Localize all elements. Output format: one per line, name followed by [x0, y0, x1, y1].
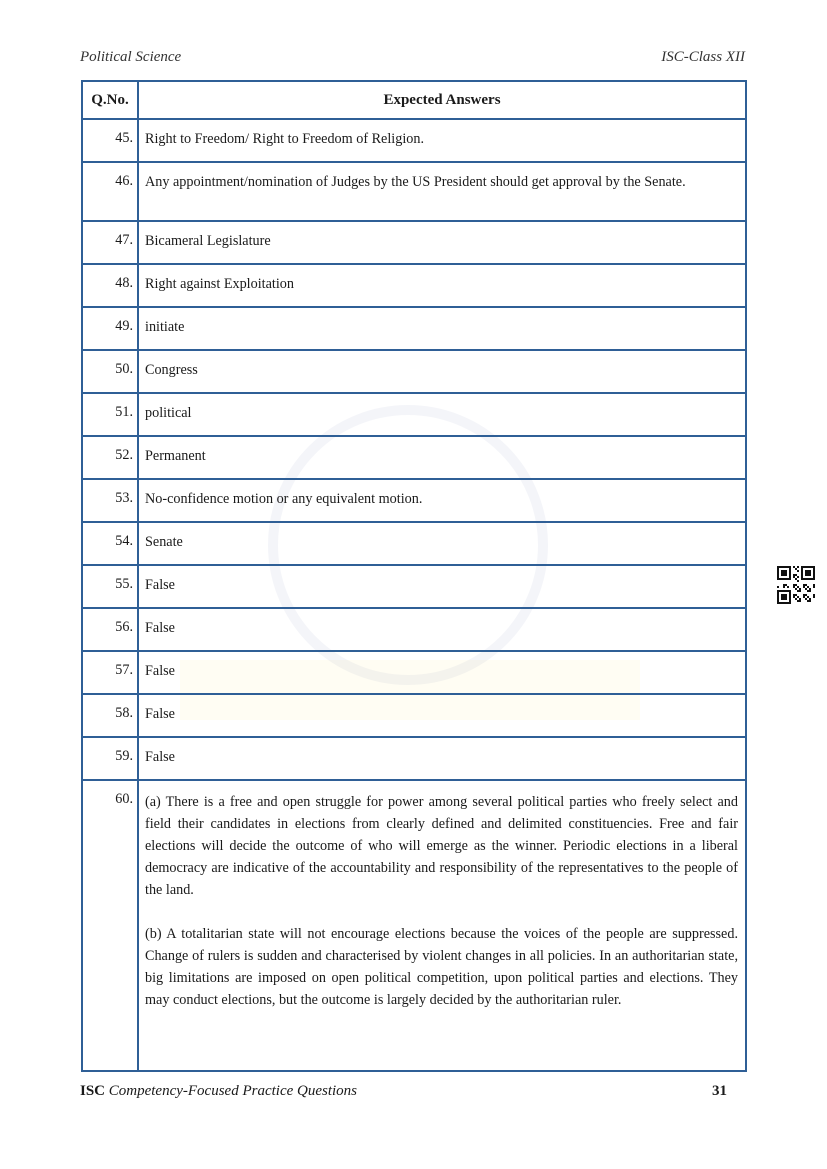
answer-text: False [138, 565, 746, 608]
question-number: 46. [82, 162, 138, 221]
table-row [82, 522, 746, 565]
table-row [82, 350, 746, 393]
table-row [82, 221, 746, 264]
answer-part-a: (a) There is a free and open struggle for power among several political parties who freely select and field their candidates in elections from clearly defined and delimited constituencies. Free and fair elections will decide the outcome of who will emerge as the winner. Periodic elections in a liberal democracy are indicative of the accountability and responsibility of the representatives to the people of the land. [145, 794, 738, 898]
question-number: 47. [82, 221, 138, 264]
table-row [82, 307, 746, 350]
answer-text: initiate [138, 307, 746, 350]
question-number: 52. [82, 436, 138, 479]
question-number: 60. [82, 780, 138, 1071]
question-number: 51. [82, 393, 138, 436]
table-row [82, 780, 746, 1071]
question-number: 54. [82, 522, 138, 565]
question-number: 49. [82, 307, 138, 350]
question-number: 53. [82, 479, 138, 522]
question-number: 55. [82, 565, 138, 608]
answer-text: political [138, 393, 746, 436]
table-row [82, 565, 746, 608]
question-number: 59. [82, 737, 138, 780]
column-header-answers: Expected Answers [138, 81, 746, 119]
table-row [82, 694, 746, 737]
answer-text: Bicameral Legislature [138, 221, 746, 264]
qr-code-icon [777, 566, 815, 604]
answer-part-b: (b) A totalitarian state will not encourage elections because the voices of the people are suppressed. Change of rulers is sudden and characterised by violent changes in all policies. In an authoritarian state, big limitations are imposed on open political competition, upon political parties and elections. They may conduct elections, but the outcome is largely decided by the authoritarian ruler. [145, 926, 738, 1008]
footer-title [80, 1083, 357, 1100]
page-number: 31 [712, 1083, 727, 1099]
answer-text: No-confidence motion or any equivalent motion. [138, 479, 746, 522]
header-class: ISC-Class XII [661, 49, 745, 65]
table-row [82, 393, 746, 436]
answer-text: False [138, 651, 746, 694]
answer-text: False [138, 608, 746, 651]
table-row [82, 737, 746, 780]
answer-text: False [138, 694, 746, 737]
answer-text: Senate [138, 522, 746, 565]
table-row [82, 479, 746, 522]
table-row [82, 608, 746, 651]
header-subject: Political Science [80, 49, 182, 65]
table-row [82, 119, 746, 162]
table-row [82, 651, 746, 694]
table-row [82, 264, 746, 307]
answer-text: False [138, 737, 746, 780]
footer-brand: ISC [80, 1083, 106, 1099]
answer-text: Congress [138, 350, 746, 393]
table-row [82, 162, 746, 221]
question-number: 57. [82, 651, 138, 694]
answer-text: Permanent [138, 436, 746, 479]
question-number: 50. [82, 350, 138, 393]
question-number: 58. [82, 694, 138, 737]
question-number: 56. [82, 608, 138, 651]
answers-table [81, 80, 747, 1072]
question-number: 45. [82, 119, 138, 162]
column-header-qno: Q.No. [82, 81, 138, 119]
table-row [82, 436, 746, 479]
question-number: 48. [82, 264, 138, 307]
answer-text: Right to Freedom/ Right to Freedom of Religion. [138, 119, 746, 162]
footer-subtitle: Competency-Focused Practice Questions [108, 1083, 358, 1099]
answer-text: Any appointment/nomination of Judges by the US President should get approval by the Senate. [138, 162, 746, 221]
answer-text: Right against Exploitation [138, 264, 746, 307]
